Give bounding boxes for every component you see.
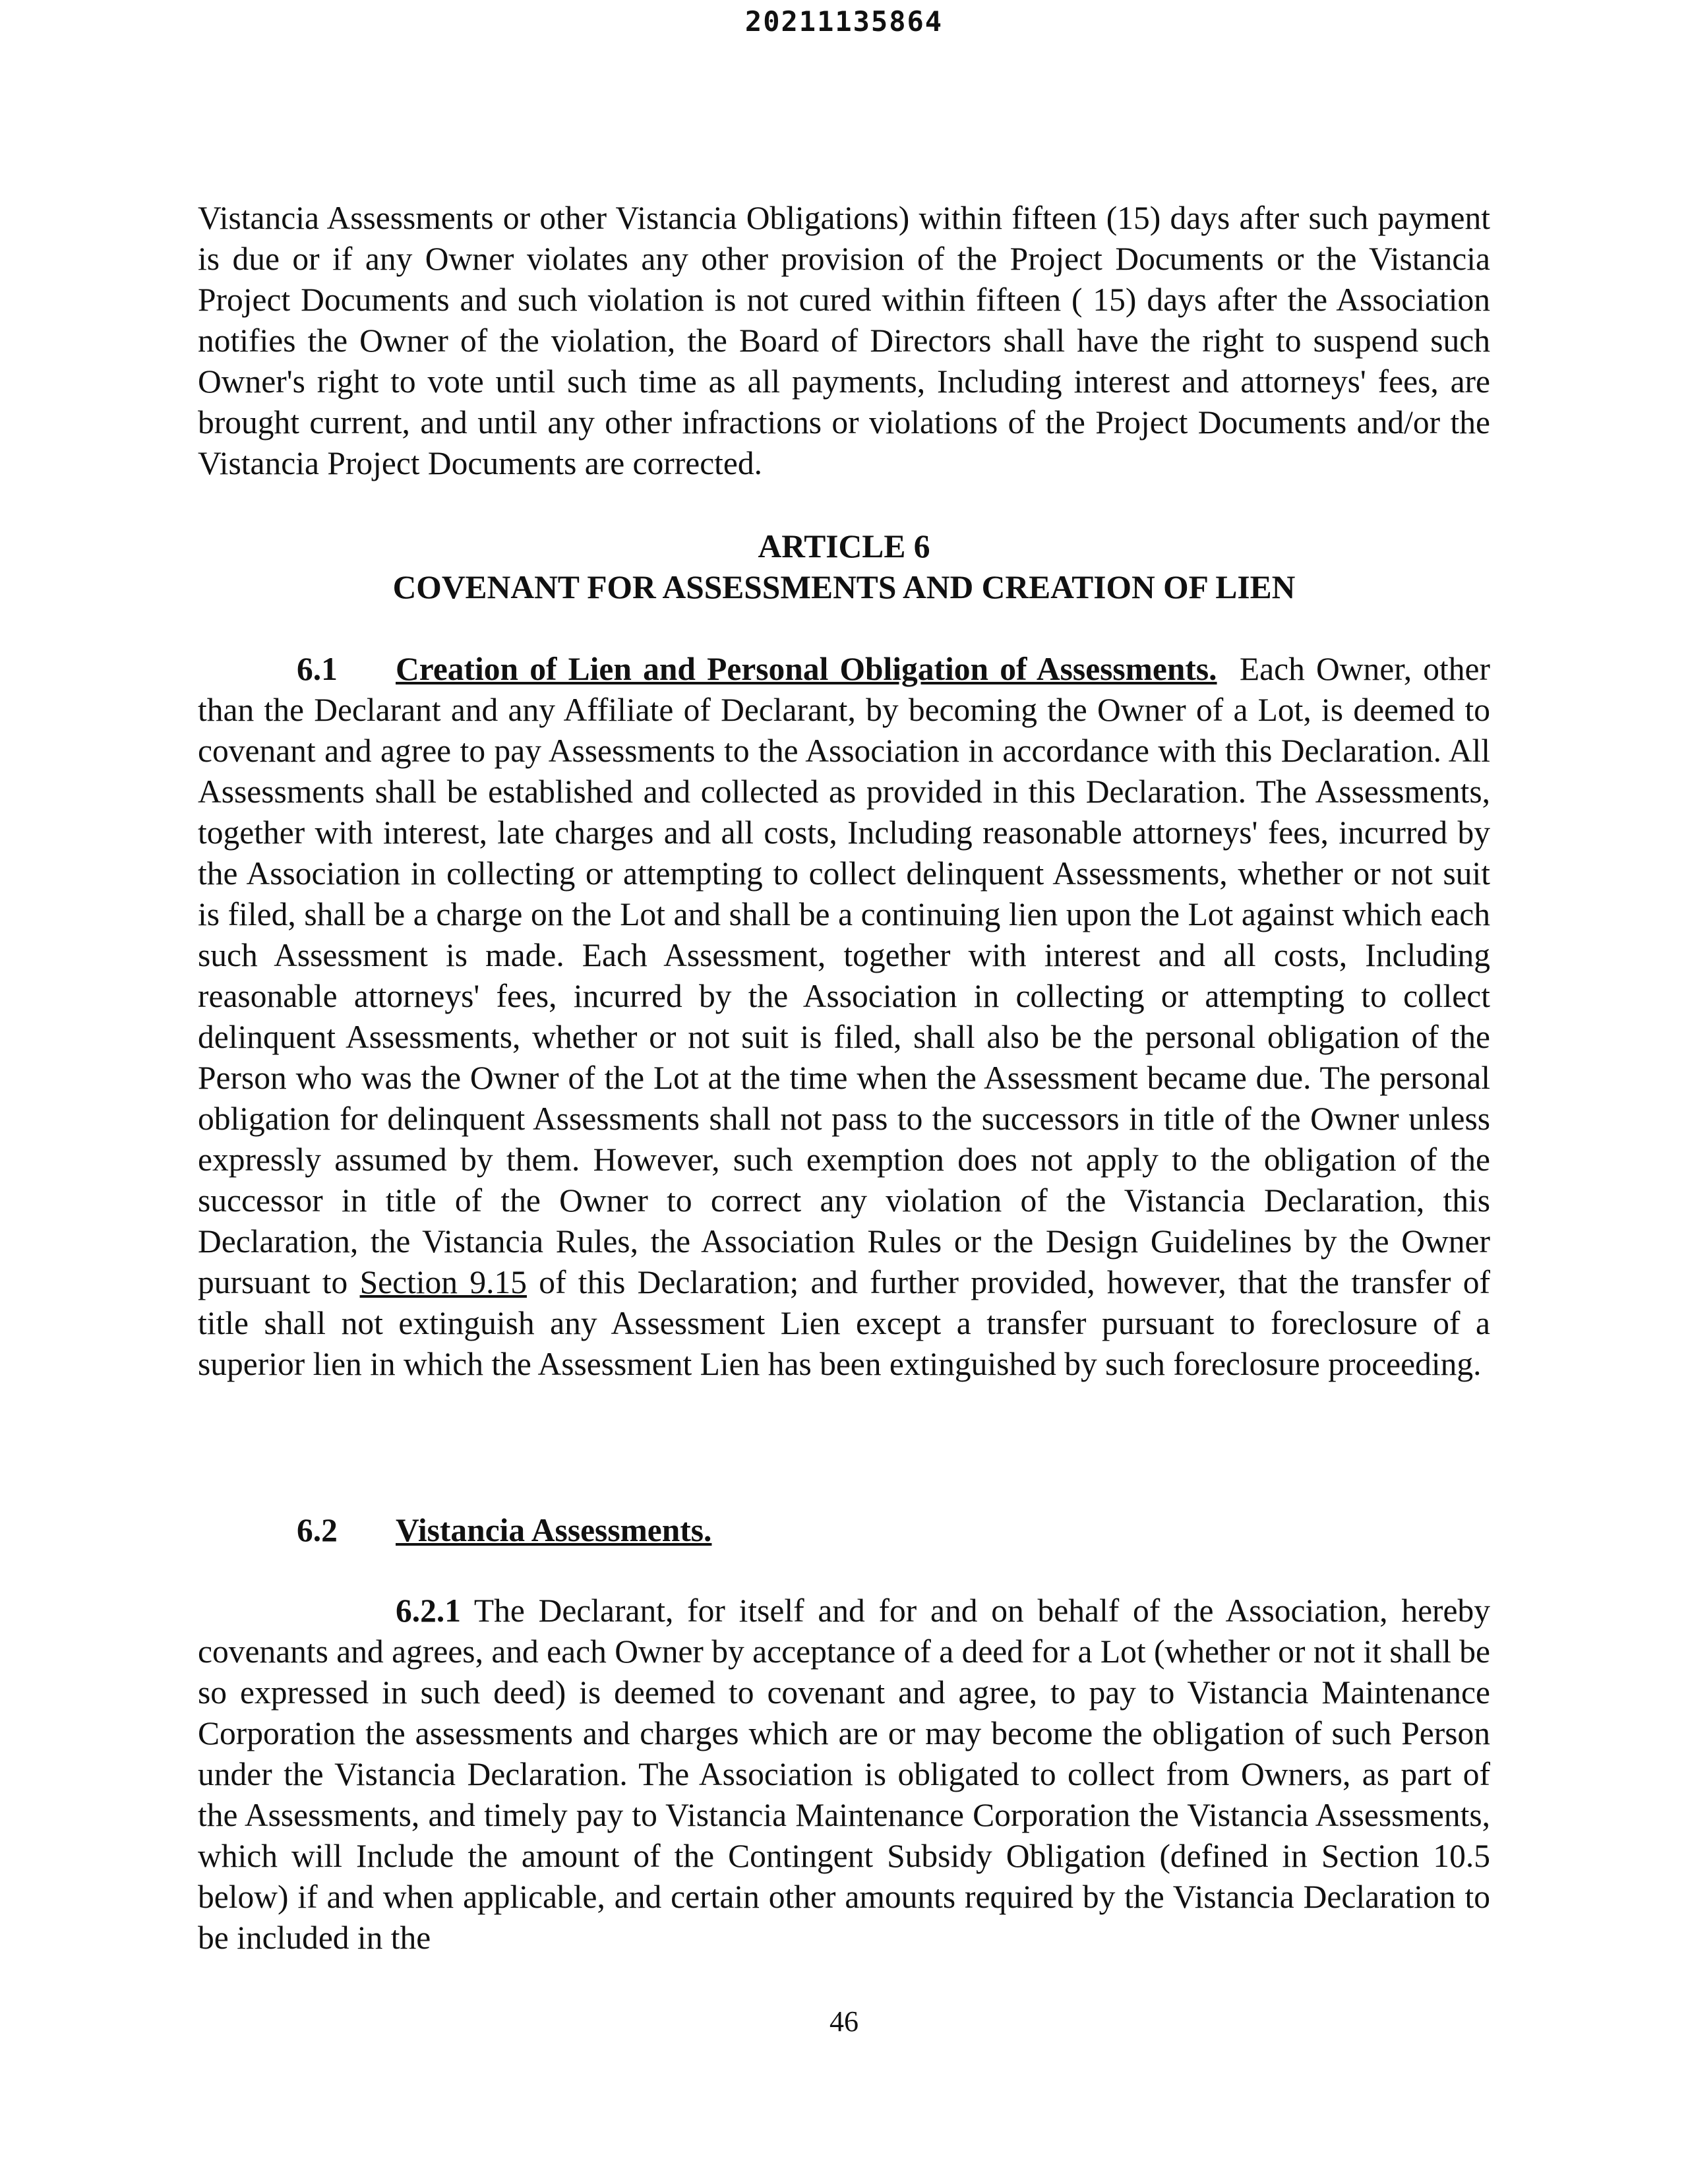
section-text-continued: of this Declaration; and further provided, however, that the transfer of title shall not extinguish any Assessment Lien except a transfer pursuant to foreclosure of a superior lien in which the Assessment Lien has been extinguished by such foreclosure proceeding.: [198, 1264, 1490, 1382]
paragraph-continuation: Vistancia Assessments or other Vistancia Obligations) within fifteen (15) days after such payment is due or if any Owner violates any other provision of the Project Documents or the Vistancia Project Documents and such violation is not cured within fifteen ( 15) days after the Association notifies the Owner of the violation, the Board of Directors shall have the right to suspend such Owner's right to vote until such time as all payments, Including interest and attorneys' fees, are brought current, and until any other infractions or violations of the Project Documents and/or the Vistancia Project Documents are corrected.: [198, 200, 1490, 481]
document-number: 20211135864: [744, 5, 944, 38]
page-number: 46: [829, 2005, 859, 2038]
article-heading: [198, 526, 1490, 608]
subsection-number: 6.2.1: [396, 1592, 461, 1629]
article-number: ARTICLE 6: [758, 528, 930, 564]
section-number: 6.1: [297, 651, 338, 687]
section-heading: Creation of Lien and Personal Obligation of Assessments.: [396, 651, 1217, 687]
section-number: 6.2: [297, 1512, 338, 1548]
section-reference-link: Section 9.15: [359, 1264, 527, 1300]
subsection-text: The Declarant, for itself and for and on behalf of the Association, hereby covenants and agrees, and each Owner by acceptance of a deed for a Lot (whether or not it shall be so expressed in such deed) is deemed to covenant and agree, to pay to Vistancia Maintenance Corporation the assessments and charges which are or may become the obligation of such Person under the Vistancia Declaration. The Association is obligated to collect from Owners, as part of the Assessments, and timely pay to Vistancia Maintenance Corporation the Vistancia Assessments, which will Include the amount of the Contingent Subsidy Obligation (defined in Section 10.5 below) if and when applicable, and certain other amounts required by the Vistancia Declaration to be included in the: [198, 1592, 1490, 1956]
section-6-2: [198, 1510, 711, 1551]
section-6-2-1: [198, 1591, 1490, 1958]
section-heading: Vistancia Assessments.: [396, 1512, 712, 1548]
section-text: Each Owner, other than the Declarant and any Affiliate of Declarant, by becoming the Owner of a Lot, is deemed to covenant and agree to pay Assessments to the Association in accordance with this Declaration. All Assessments shall be established and collected as provided in this Declaration. The Assessments, together with interest, late charges and all costs, Including reasonable attorneys' fees, incurred by the Association in collecting or attempting to collect delinquent Assessments, whether or not suit is filed, shall be a charge on the Lot and shall be a continuing lien upon the Lot against which each such Assessment is made. Each Assessment, together with interest and all costs, Including reasonable attorneys' fees, incurred by the Association in collecting or attempting to collect delinquent Assessments, whether or not suit is filed, shall also be the personal obligation of the Person who was the Owner of the Lot at the time when the Assessment became due. The personal obligation for delinquent Assessments shall not pass to the successors in title of the Owner unless expressly assumed by them. However, such exemption does not apply to the obligation of the successor in title of the Owner to correct any violation of the Vistancia Declaration, this Declaration, the Vistancia Rules, the Association Rules or the Design Guidelines by the Owner pursuant to: [198, 651, 1491, 1300]
article-title: COVENANT FOR ASSESSMENTS AND CREATION OF LIEN: [392, 569, 1296, 605]
section-6-1: [198, 649, 1490, 1385]
